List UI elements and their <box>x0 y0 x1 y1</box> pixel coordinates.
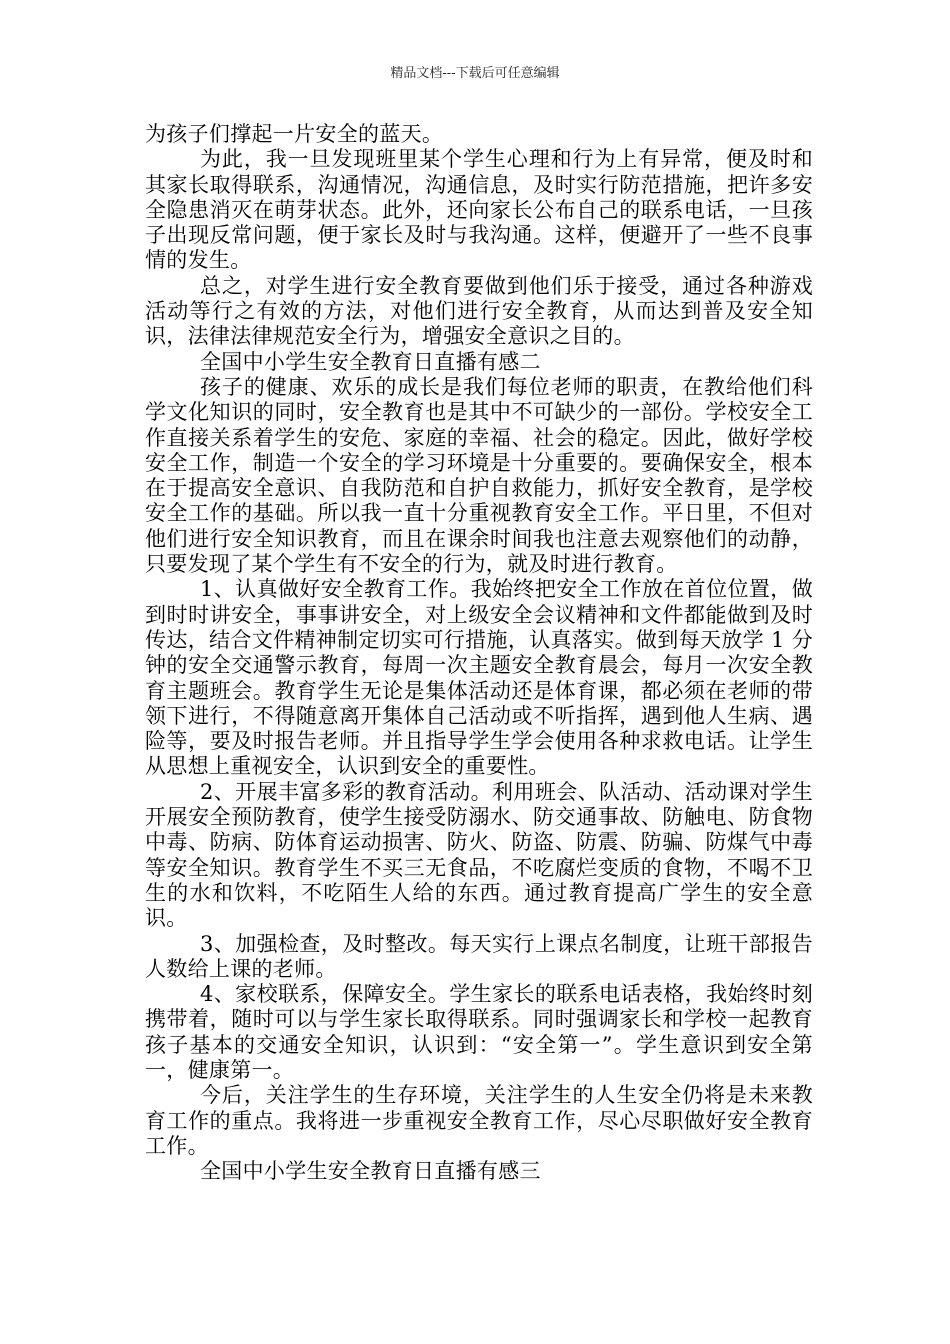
section-heading-3: 全国中小学生安全教育日直播有感三 <box>200 1159 541 1184</box>
section-heading-2: 全国中小学生安全教育日直播有感二 <box>200 349 541 374</box>
paragraph-3: 总之，对学生进行安全教育要做到他们乐于接受，通过各种游戏活动等行之有效的方法，对他们进行安全教育，从而达到普及安全知识，法律法律规范安全行为，增强安全意识之目的。 <box>145 273 813 349</box>
list-item-1: 1、认真做好安全教育工作。我始终把安全工作放在首位位置，做到时时讲安全，事事讲安全，对上级安全会议精神和文件都能做到及时传达，结合文件精神制定切实可行措施，认真落实。做到每天放学 1 分钟的安全交通警示教育，每周一次主题安全教育晨会，每月一次安全教育主题班会。教育学生无论是集体活动还是体育课，都必须在老师的带领下进行，不得随意离开集体自己活动或不听指挥，遇到他人生病、遇险等，要及时报告老师。并且指导学生学会使用各种求救电话。让学生从思想上重视安全，认识到安全的重要性。 <box>145 577 813 779</box>
list-item-3: 3、加强检查，及时整改。每天实行上课点名制度，让班干部报告人数给上课的老师。 <box>145 931 813 981</box>
paragraph-2: 为此，我一旦发现班里某个学生心理和行为上有异常，便及时和其家长取得联系，沟通情况，沟通信息，及时实行防范措施，把许多安全隐患消灭在萌芽状态。此外，还向家长公布自己的联系电话，一旦孩子出现反常问题，便于家长及时与我沟通。这样，便避开了一些不良事情的发生。 <box>145 147 813 273</box>
page-header: 精品文档---下载后可任意编辑 <box>390 66 560 81</box>
paragraph-5: 孩子的健康、欢乐的成长是我们每位老师的职责，在教给他们科学文化知识的同时，安全教育也是其中不可缺少的一部份。学校安全工作直接关系着学生的安危、家庭的幸福、社会的稳定。因此，做好学校安全工作，制造一个安全的学习环境是十分重要的。要确保安全，根本在于提高安全意识、自我防范和自护自救能力，抓好安全教育，是学校安全工作的基础。所以我一直十分重视教育安全工作。平日里，不但对他们进行安全知识教育，而且在课余时间我也注意去观察他们的动静，只要发现了某个学生有不安全的行为，就及时进行教育。 <box>145 374 813 577</box>
paragraph-10: 今后，关注学生的生存环境，关注学生的人生安全仍将是未来教育工作的重点。我将进一步重视安全教育工作，尽心尽职做好安全教育工作。 <box>145 1083 813 1158</box>
list-item-2: 2、开展丰富多彩的教育活动。利用班会、队活动、活动课对学生开展安全预防教育，使学生接受防溺水、防交通事故、防触电、防食物中毒、防病、防体育运动损害、防火、防盗、防震、防骗、防煤气中毒等安全知识。教育学生不买三无食品，不吃腐烂变质的食物，不喝不卫生的水和饮料，不吃陌生人给的东西。通过教育提高广学生的安全意识。 <box>145 779 813 931</box>
list-item-4: 4、家校联系，保障安全。学生家长的联系电话表格，我始终时刻携带着，随时可以与学生家长取得联系。同时强调家长和学校一起教育孩子基本的交通安全知识，认识到：“安全第一”。学生意识到安全第一，健康第一。 <box>145 982 813 1082</box>
paragraph-1: 为孩子们撑起一片安全的蓝天。 <box>145 122 444 146</box>
document-body <box>145 122 813 1184</box>
